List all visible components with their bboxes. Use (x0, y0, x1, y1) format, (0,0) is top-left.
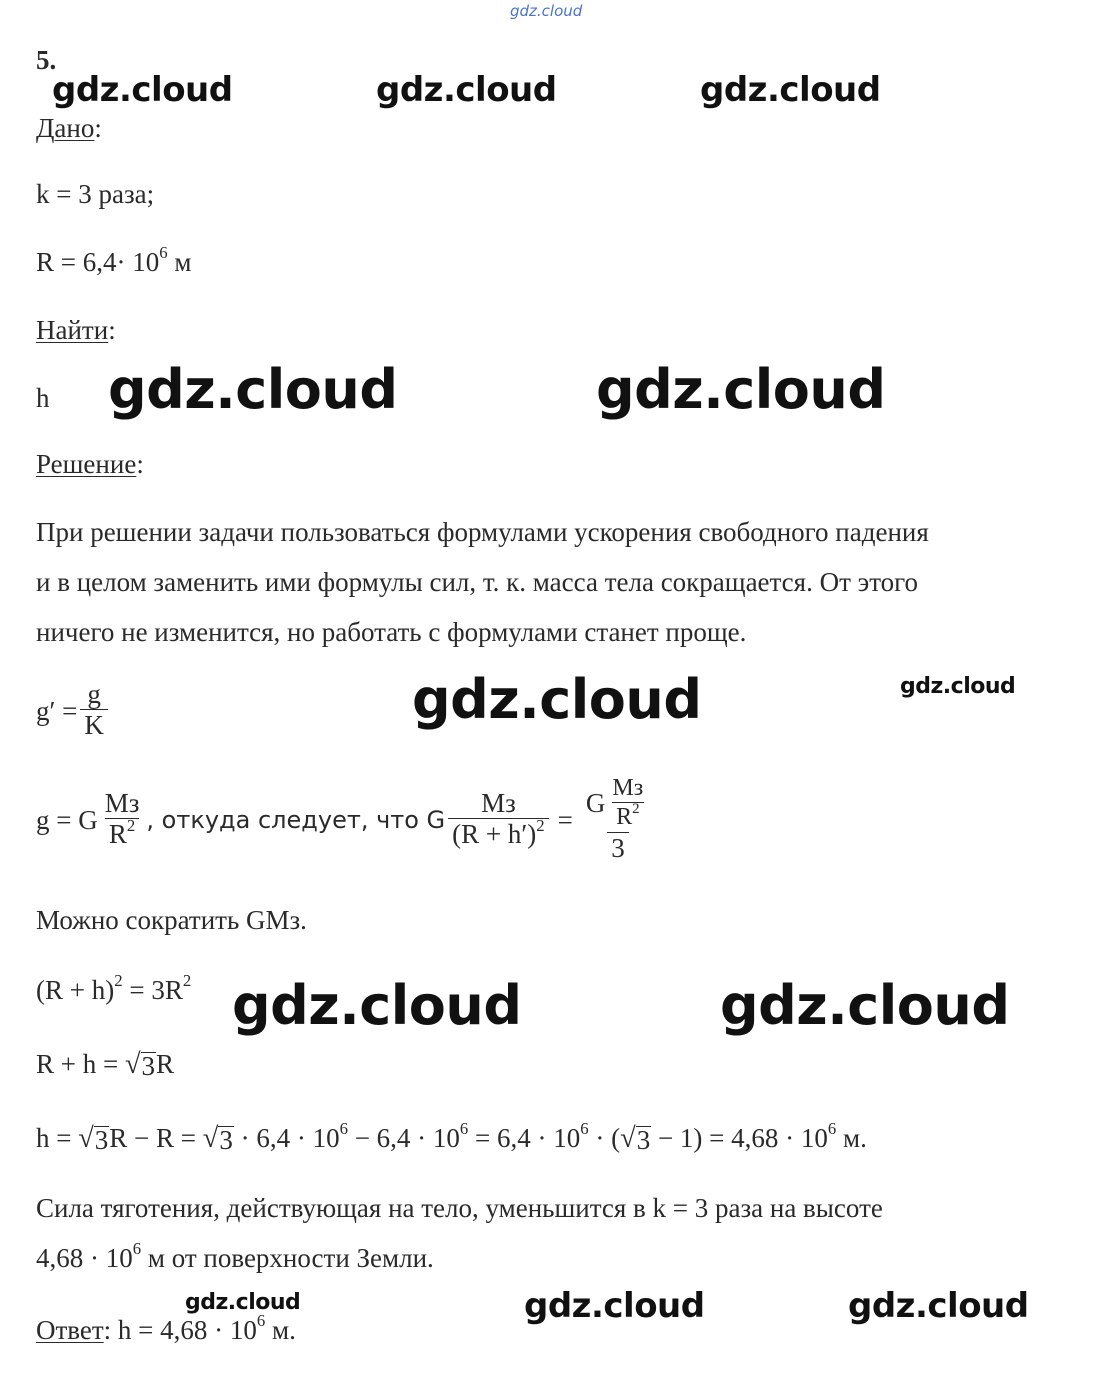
watermark: gdz.cloud (596, 358, 886, 421)
paragraph-line: и в целом заменить ими формулы сил, т. к. масса тела сокращается. От этого (36, 567, 919, 597)
watermark: gdz.cloud (185, 1290, 301, 1315)
equation-g-prime: g′ = $\frac{g}{K}$ (36, 680, 111, 741)
solution-heading: Решение: (36, 449, 144, 479)
find-var: h (36, 383, 50, 413)
given-heading: Дано: (36, 113, 102, 143)
watermark: gdz.cloud (376, 70, 557, 110)
watermark: gdz.cloud (900, 674, 1016, 699)
watermark: gdz.cloud (52, 70, 233, 110)
answer: Ответ: $h = 4,68 \cdot 10^6$ м. (36, 1311, 296, 1345)
fraction: G $\frac{Mз}{R^2}$ 3 (585, 775, 644, 863)
conclusion-line: $4,68 \cdot 10^6$ м от поверхности Земли. (36, 1239, 434, 1273)
watermark: gdz.cloud (108, 358, 398, 421)
fraction: $\frac{g}{K}$ (80, 680, 108, 741)
watermark-top: gdz.cloud (510, 2, 583, 20)
paragraph-line: ничего не изменится, но работать с формулами станет проще. (36, 617, 747, 647)
fraction: $\frac{Mз}{(R + h')^2}$ (448, 789, 549, 850)
solution-label: Решение (36, 449, 137, 479)
find-label: Найти (36, 315, 109, 345)
equation-g: g = G $\frac{Mз}{R^2}$ , откуда следует, что G $\frac{Mз}{(R + h')^2}$ = G $\frac{Mз}{R^2}$ 3 (36, 776, 657, 863)
paragraph-line: При решении задачи пользоваться формулами ускорения свободного падения (36, 517, 929, 547)
watermark: gdz.cloud (524, 1286, 705, 1326)
watermark: gdz.cloud (848, 1286, 1029, 1326)
fraction: $\frac{Mз}{R^2}$ (104, 788, 140, 850)
find-heading: Найти: (36, 315, 116, 345)
sqrt: √ 3 (124, 1049, 156, 1081)
problem-number: 5. (36, 45, 57, 75)
given-label: Дано (36, 113, 95, 143)
given-k: k = 3 раза; (36, 179, 155, 209)
conclusion-line: Сила тяготения, действующая на тело, уменьшится в k = 3 раза на высоте (36, 1193, 883, 1223)
given-R: $R = 6,4\cdot 10^6$ м (36, 243, 192, 277)
cancel-text: Можно сократить GMз. (36, 905, 307, 935)
watermark: gdz.cloud (720, 974, 1010, 1037)
answer-label: Ответ (36, 1315, 104, 1345)
watermark: gdz.cloud (232, 974, 522, 1037)
equation-root: R + h = √ 3 R (36, 1049, 175, 1081)
equation-h: h = √ 3 R − R = √ 3 · $6,4 \cdot 10^6 - 6,4 \cdot 10^6 = 6,4 \cdot 10^6$ · ( √ 3 − $1) = 4,68 \cdot 10^6$ м. (36, 1119, 867, 1155)
watermark: gdz.cloud (412, 668, 702, 731)
equation-squared: $(R + h)^2 = 3R^2$ (36, 971, 192, 1005)
watermark: gdz.cloud (700, 70, 881, 110)
